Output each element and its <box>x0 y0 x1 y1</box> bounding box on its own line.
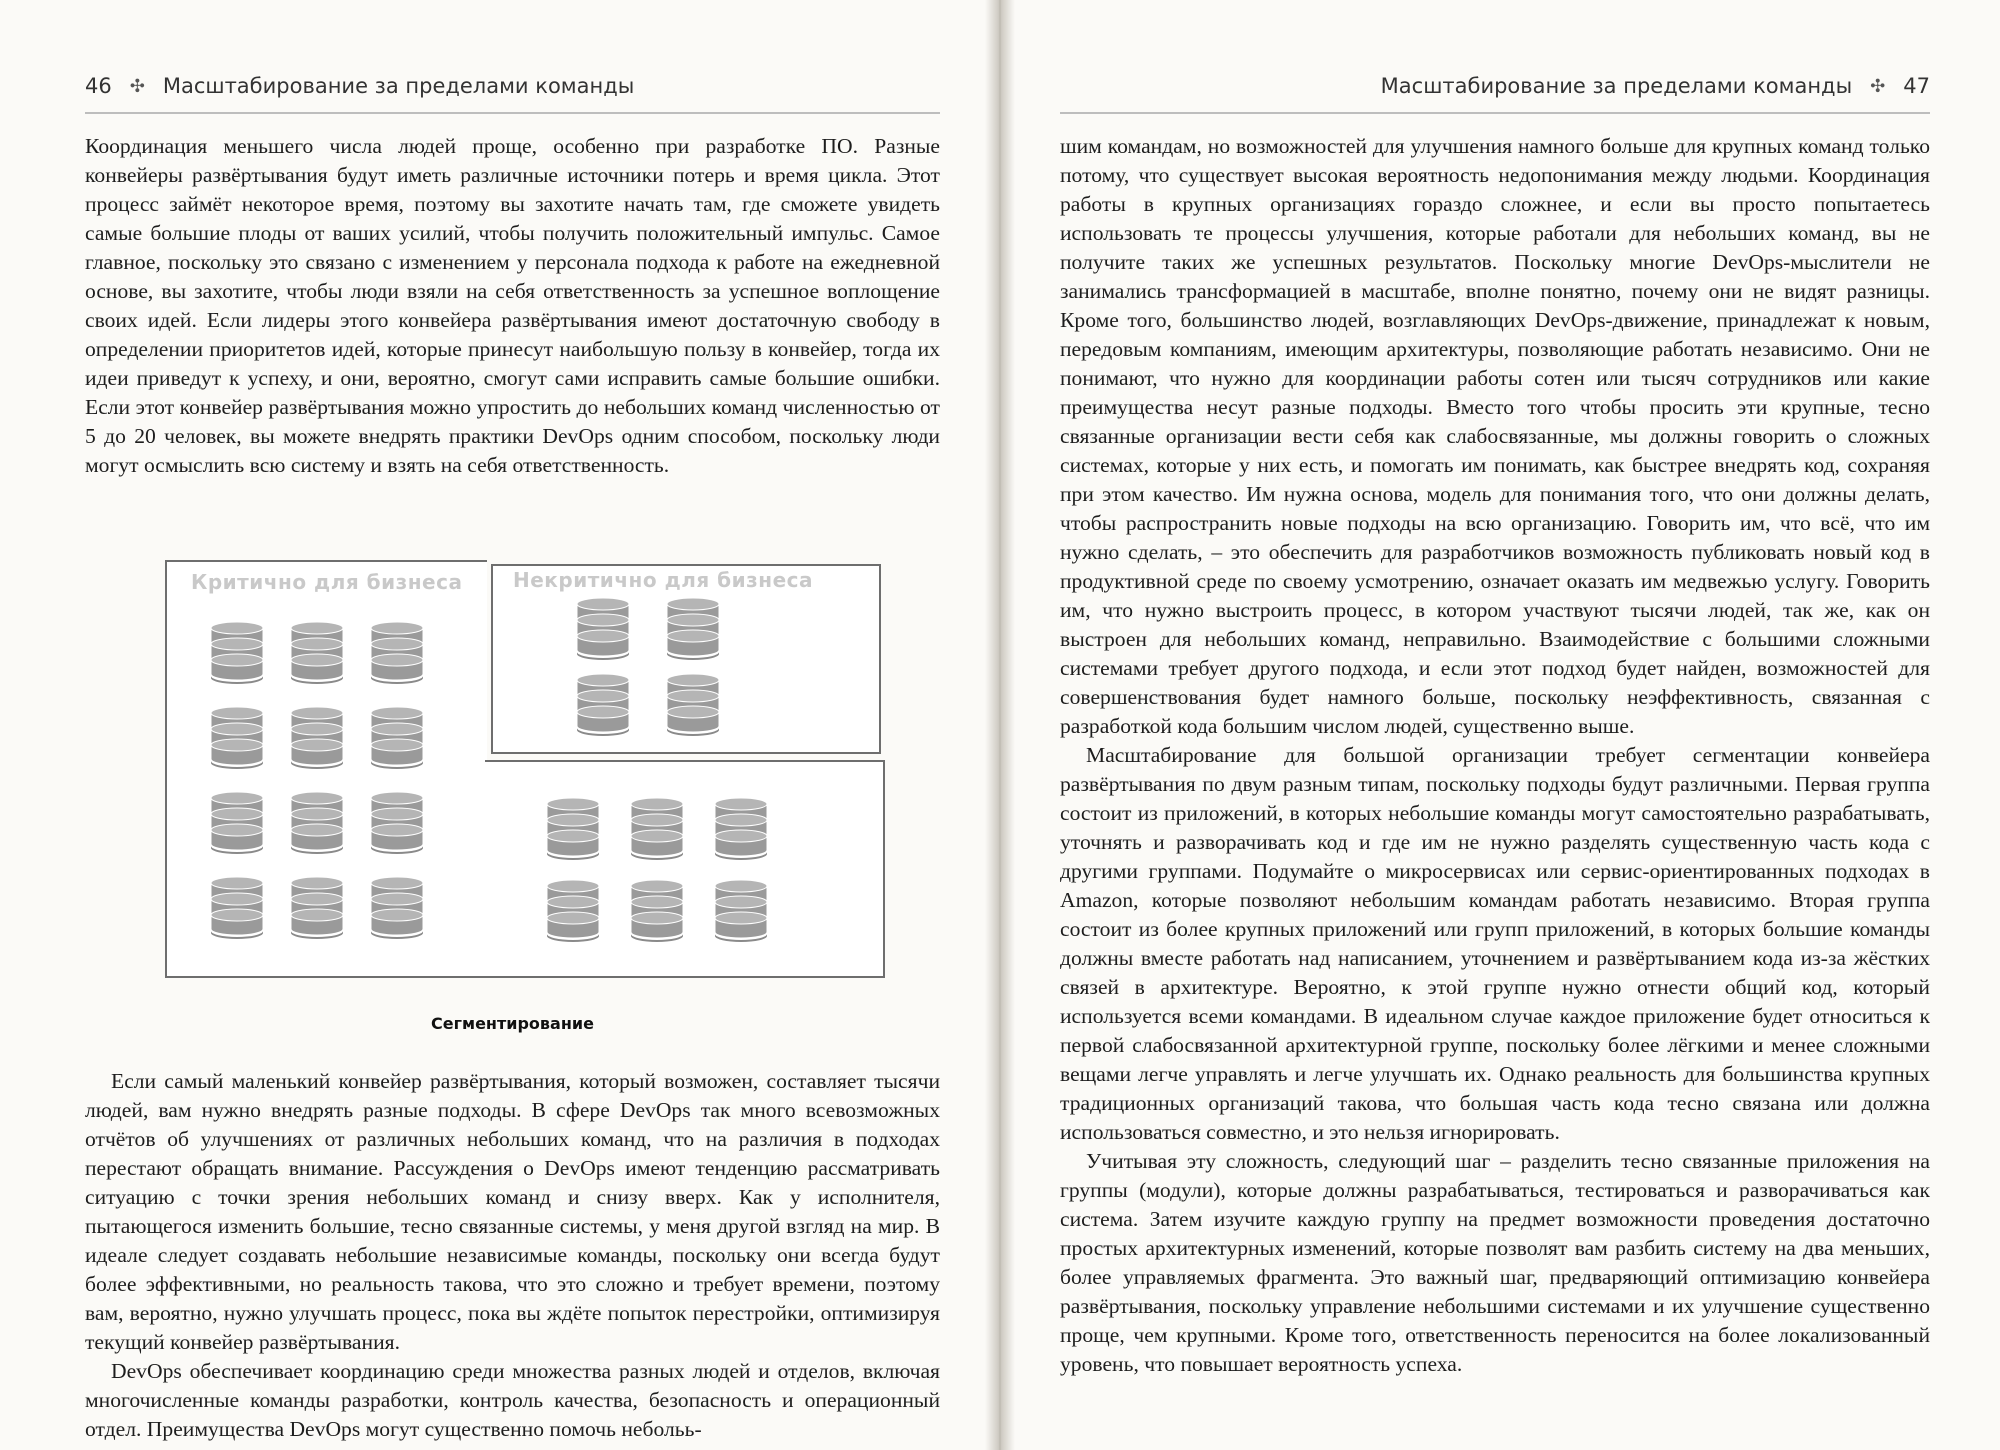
database-stack-icon <box>629 878 685 944</box>
database-stack-icon <box>369 705 425 771</box>
database-stack-icon <box>209 620 265 686</box>
database-stack-icon <box>369 875 425 941</box>
database-stack-icon <box>629 796 685 862</box>
left-text-block-1 <box>85 132 940 480</box>
left-page-number: 46 <box>85 74 112 98</box>
left-paragraph-2: Если самый маленький конвейер развёртывания, который возможен, составляет тысячи людей, вам нужно внедрять разные подходы. В сфере DevOps так много всевозможных отчётов об улучшениях от различных небольших команд, что на различия в подходах перестают обращать внимание. Рассуждения о DevOps имеют тенденцию рассматривать ситуацию с точки зрения небольших команд и снизу вверх. Как у исполнителя, пытающегося изменить большие, тесно связанные системы, у меня другой взгляд на мир. В идеале следует создавать небольшие независимые команды, поскольку они всегда будут более эффективными, но реальность такова, что это сложно и требует времени, поэтому вам, вероятно, нужно улучшать процесс, пока вы ждёте попыток перестройки, оптимизируя текущий конвейер развёртывания. <box>85 1069 940 1354</box>
figure-caption: Сегментирование <box>431 1014 594 1033</box>
diamond-separator-icon: ✣ <box>129 75 145 97</box>
critical-box-extension <box>485 760 885 978</box>
database-stack-icon <box>545 796 601 862</box>
right-paragraph-2: Масштабирование для большой организации требует сегментации конвейера развёртывания по двум разным типам, поскольку подходы будут различными. Первая группа состоит из приложений, в которых небольшие команды могут самостоятельно разрабатывать, уточнять и разворачивать код и где им не нужно разделять существенную часть кода с другими группами. Подумайте о микросервисах или сервис-ориентированных подходах в Amazon, которые позволяют небольшим командам работать независимо. Вторая группа состоит из более крупных приложений или групп приложений, в которых большие команды должны вместе работать над написанием, уточнением и развёртыванием кода из-за жёстких связей в архитектуре. Вероятно, к этой группе нужно отнести общий код, который используется всеми командами. В идеальном случае каждое приложение будет относиться к первой слабосвязанной архитектурной группе, поскольку более лёгкими и менее сложными вещами легче управлять и легче улучшать их. Однако реальность для большинства крупных традиционных организаций такова, что большая часть кода тесно связана или должна использоваться совместно, и это нельзя игнорировать. <box>1060 743 1930 1144</box>
database-stack-icon <box>289 705 345 771</box>
critical-label: Критично для бизнеса <box>191 570 463 594</box>
database-stack-icon <box>289 620 345 686</box>
left-page <box>0 0 995 1450</box>
database-stack-icon <box>289 790 345 856</box>
database-stack-icon <box>289 875 345 941</box>
right-paragraph-1: шим командам, но возможностей для улучшения намного больше для крупных команд только потому, что существует высокая вероятность недопонимания между людьми. Координация работы в крупных организациях гораздо сложнее, и если вы просто попытаетесь использовать те процессы улучшения, которые работали для небольших команд, вы не получите таких же успешных результатов. Поскольку многие DevOps-мыслители не занимались трансформацией в масштабе, вполне понятно, почему они не видят разницы. Кроме того, большинство людей, возглавляющих DevOps-движение, принадлежат к новым, передовым компаниям, имеющим архитектуры, позволяющие работать независимо. Они не понимают, что нужно для координации работы сотен или тысяч сотрудников или какие преимущества несут разные подходы. Вместо того чтобы просить эти крупные, тесно связанные организации вести себя как слабосвязанные, мы должны говорить о сложных системах, которые у них есть, и помогать им понимать, как быстрее внедрять код, сохраняя при этом качество. Им нужна основа, модель для понимания того, что они должны делать, чтобы распространить новые подходы на всю организацию. Говорить им, что всё, что им нужно сделать, – это обеспечить для разработчиков возможность публиковать новый код в продуктивной среде по своему усмотрению, означает оказать им медвежью услугу. Говорить им, что нужно выстроить процесс, в котором участвуют тысячи людей, так же, как он выстроен для небольших команд, неправильно. Взаимодействие с большими сложными системами требует другого подхода, и если этот подход будет найден, возможностей для совершенствования будет намного больше, поскольку неэффективность, связанная с разработкой кода большим числом людей, существенно выше. <box>1060 134 1930 738</box>
segmentation-figure <box>165 560 885 978</box>
database-stack-icon <box>713 878 769 944</box>
right-running-head <box>1060 70 1930 114</box>
noncritical-label: Некритично для бизнеса <box>513 568 814 592</box>
database-stack-icon <box>545 878 601 944</box>
book-gutter <box>985 0 1015 1450</box>
database-stack-icon <box>209 875 265 941</box>
diamond-separator-icon: ✣ <box>1870 75 1886 97</box>
database-stack-icon <box>575 672 631 738</box>
left-running-head <box>85 70 940 114</box>
database-stack-icon <box>713 796 769 862</box>
database-stack-icon <box>665 596 721 662</box>
database-stack-icon <box>575 596 631 662</box>
database-stack-icon <box>369 620 425 686</box>
left-paragraph-3: DevOps обеспечивает координацию среди множества разных людей и отделов, включая многочисленные команды разработки, контроль качества, безопасность и операционный отдел. Преимущества DevOps могут существенно помочь небольь- <box>85 1359 940 1441</box>
right-page-number: 47 <box>1903 74 1930 98</box>
left-text-block-2 <box>85 1067 940 1444</box>
left-paragraph-1: Координация меньшего числа людей проще, особенно при разработке ПО. Разные конвейеры развёртывания будут иметь различные источники потерь и время цикла. Этот процесс займёт некоторое время, поэтому вы захотите начать там, где сможете увидеть самые большие плоды от ваших усилий, чтобы получить положительный импульс. Самое главное, поскольку это связано с изменением у персонала подхода к работе на ежедневной основе, вы захотите, чтобы люди взяли на себя ответственность за успешное воплощение своих идей. Если лидеры этого конвейера развёртывания имеют достаточную свободу в определении приоритетов идей, которые принесут наибольшую пользу в конвейер, тогда их идеи приведут к успеху, и они, вероятно, смогут сами исправить самые большие ошибки. Если этот конвейер развёртывания можно упростить до небольших команд численностью от 5 до 20 человек, вы можете внедрять практики DevOps одним способом, поскольку люди могут осмыслить всю систему и взять на себя ответственность. <box>85 134 940 477</box>
right-paragraph-3: Учитывая эту сложность, следующий шаг – разделить тесно связанные приложения на группы (модули), которые должны разрабатываться, тестироваться и разворачиваться как система. Затем изучите каждую группу на предмет возможности проведения достаточно простых архитектурных изменений, которые позволят вам разбить систему на два меньших, более управляемых фрагмента. Это важный шаг, предваряющий оптимизацию конвейера развёртывания, поскольку управление небольшими системами и их улучшение существенно проще, чем крупными. Кроме того, ответственность переносится на более локализованный уровень, что повышает вероятность успеха. <box>1060 1149 1930 1376</box>
right-running-title: Масштабирование за пределами команды <box>1380 74 1853 98</box>
right-page <box>1005 0 2000 1450</box>
database-stack-icon <box>665 672 721 738</box>
database-stack-icon <box>369 790 425 856</box>
critical-box-cover <box>483 762 489 976</box>
database-stack-icon <box>209 705 265 771</box>
right-text-block <box>1060 132 1930 1379</box>
database-stack-icon <box>209 790 265 856</box>
left-running-title: Масштабирование за пределами команды <box>162 74 635 98</box>
